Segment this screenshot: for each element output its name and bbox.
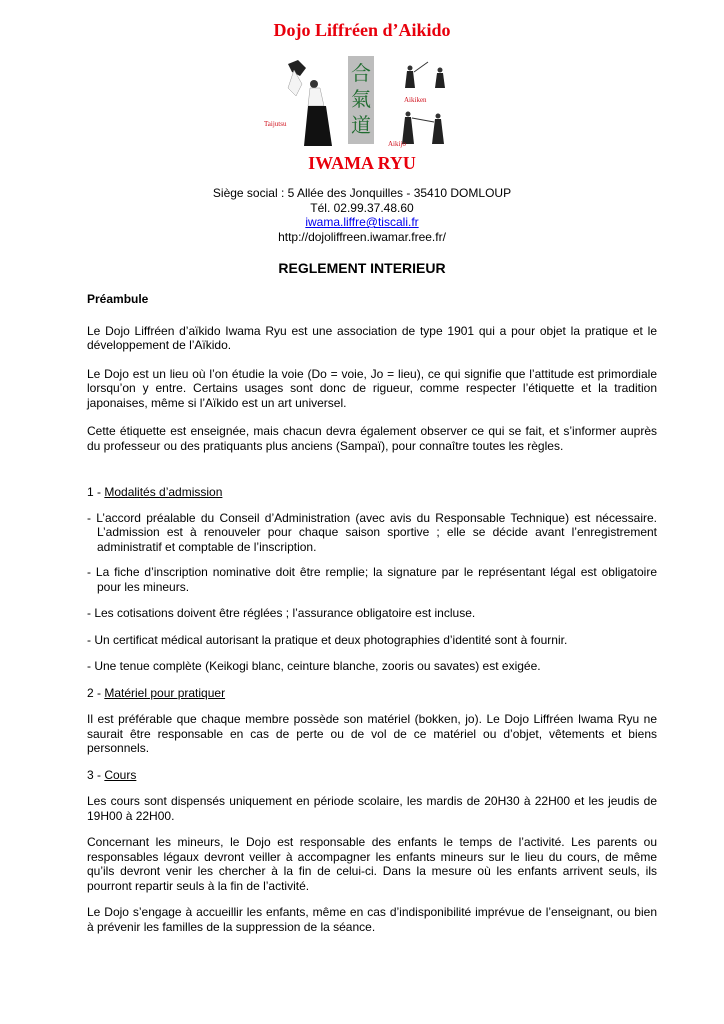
section-paragraph: Il est préférable que chaque membre possède son matériel (bokken, jo). Le Dojo Liffréen Iwama Ryu ne saurait être responsable en cas de perte ou de vol de ce matériel ou d’objet, vêtements et biens personnels. — [87, 712, 657, 755]
document-heading: REGLEMENT INTERIEUR — [278, 260, 446, 276]
list-item: - Un certificat médical autorisant la pratique et deux photographies d’identité sont à fournir. — [87, 632, 568, 647]
section-title: Cours — [104, 767, 137, 782]
list-item: - Les cotisations doivent être réglées ; l’assurance obligatoire est incluse. — [87, 606, 476, 620]
section-paragraph: Le Dojo s’engage à accueillir les enfants, même en cas d’indisponibilité imprévue de l’enseignant, ou bien à prévenir les familles de la suppression de la séance. — [87, 905, 657, 934]
section-title: Modalités d’admission — [104, 485, 223, 499]
aikijo-figures — [402, 112, 444, 145]
section-number: 2 - — [87, 685, 105, 700]
list-item: - La fiche d’inscription nominative doit être remplie; la signature par le représentant légal est obligatoire pour les mineurs. — [87, 565, 657, 594]
list-item: - Une tenue complète (Keikogi blanc, ceinture blanche, zooris ou savates) est exigée. — [87, 659, 541, 673]
label-aikiken: Aikiken — [404, 96, 427, 104]
label-aikijo: Aikijo — [388, 140, 406, 148]
section-heading — [87, 485, 657, 500]
taijutsu-figures — [288, 60, 332, 146]
calligraphy-char-do: 道 — [351, 113, 371, 137]
preamble-paragraph: Le Dojo est un lieu où l’on étudie la voie (Do = voie, Jo = lieu), ce qui signifie que l’attitude est primordiale lorsqu’on y entre. Certains usages sont donc de rigueur, comme respecter l’étiquette et la tradition japonaises, même si l’Aïkido est un art universel. — [87, 366, 657, 410]
address: Siège social : 5 Allée des Jonquilles - 35410 DOMLOUP — [212, 186, 512, 200]
section-paragraph: Concernant les mineurs, le Dojo est responsable des enfants le temps de l’activité. Les parents ou responsables légaux devront veiller à accompagner les enfants mineurs sur le lieu du cours, de même qu’ils devront venir les chercher à la fin de celui-ci. Dans la mesure où les enfants arrivent seuls, ils pourront repartir seuls à la fin de l’activité. — [87, 835, 657, 893]
header-banner — [258, 54, 458, 150]
page-title: Dojo Liffréen d’Aikido — [273, 20, 451, 40]
preamble-title: Préambule — [87, 292, 149, 306]
school-name: IWAMA RYU — [308, 153, 416, 173]
section-heading — [87, 768, 657, 783]
label-taijutsu: Taijutsu — [264, 120, 287, 128]
calligraphy-char-ki: 氣 — [351, 87, 371, 111]
document-body — [87, 292, 657, 934]
phone: Tél. 02.99.37.48.60 — [310, 200, 414, 215]
contact-block — [0, 186, 724, 244]
list-item: - L’accord préalable du Conseil d’Administration (avec avis du Responsable Technique) est nécessaire. L’admission est à renouveler pour chaque saison sportive ; elle se décide avant l’enregistrement administratif et comptable de l’inscription. — [87, 510, 657, 554]
aikido-illustration — [258, 54, 458, 150]
section-number: 3 - — [87, 767, 105, 782]
section-number: 1 - — [87, 485, 105, 499]
website: http://dojoliffreen.iwamar.free.fr/ — [278, 229, 446, 244]
calligraphy-char-ai: 合 — [351, 61, 371, 85]
section-heading — [87, 686, 657, 701]
preamble-paragraph: Le Dojo Liffréen d’aïkido Iwama Ryu est une association de type 1901 qui a pour objet la pratique et le développement de l’Aïkido. — [87, 323, 657, 352]
aikiken-figures — [405, 62, 445, 88]
preamble-paragraph: Cette étiquette est enseignée, mais chacun devra également observer ce qui se fait, et s’informer auprès du professeur ou des pratiquants plus anciens (Sampaï), pour connaître toutes les règles. — [87, 424, 657, 453]
section-title: Matériel pour pratiquer — [104, 685, 226, 700]
section-paragraph: Les cours sont dispensés uniquement en période scolaire, les mardis de 20H30 à 22H00 et les jeudis de 19H00 à 22H00. — [87, 794, 657, 823]
email-link[interactable]: iwama.liffre@tiscali.fr — [305, 215, 419, 229]
